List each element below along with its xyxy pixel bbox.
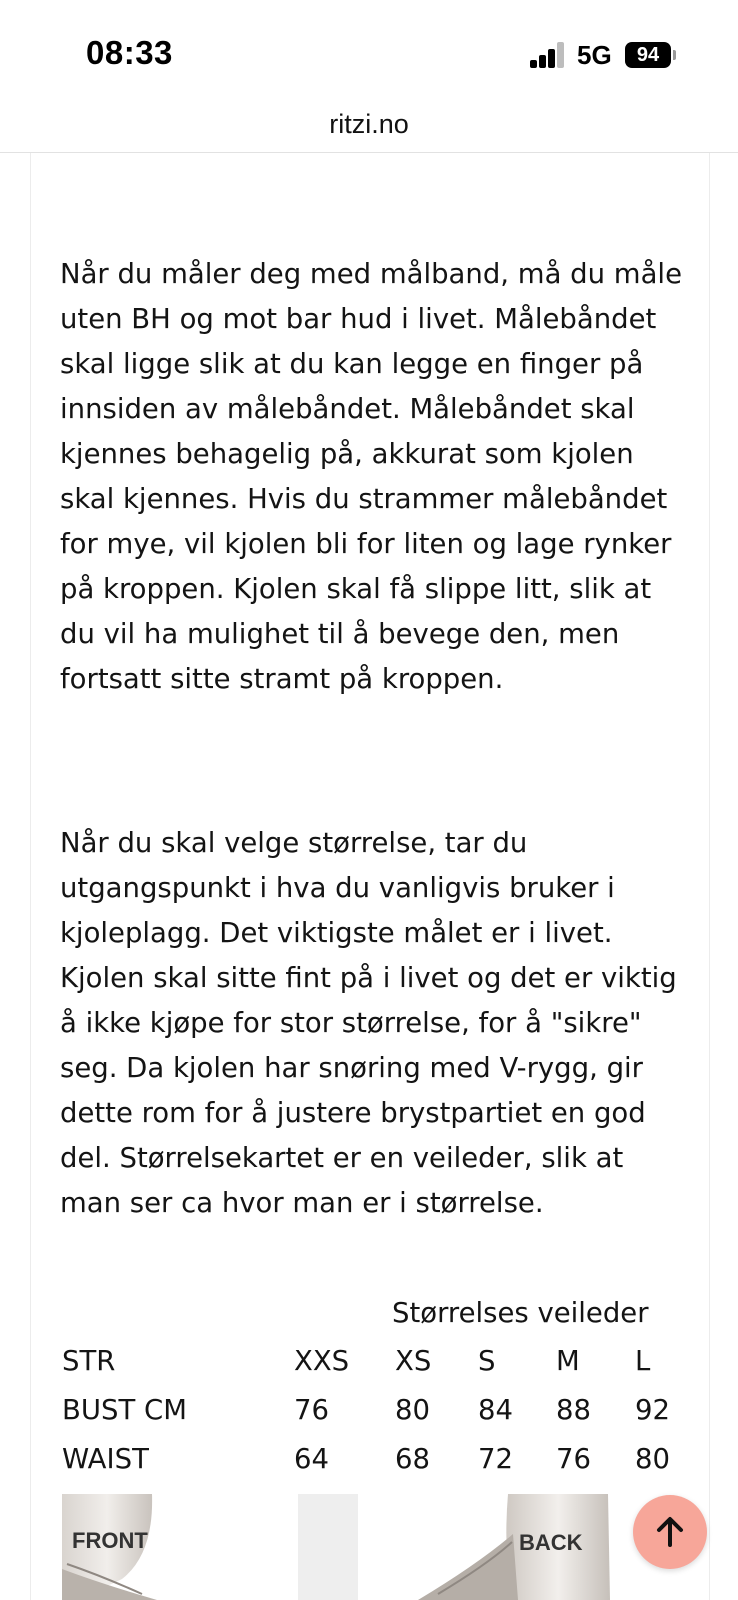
table-header-cell: STR — [62, 1345, 116, 1377]
status-bar — [0, 0, 738, 100]
battery-tip — [673, 50, 676, 60]
table-cell: 64 — [294, 1443, 329, 1475]
table-header-cell: L — [635, 1345, 651, 1377]
url-text[interactable]: ritzi.no — [329, 109, 409, 139]
table-header-cell: XS — [395, 1345, 432, 1377]
table-cell: 80 — [635, 1443, 670, 1475]
table-header-cell: XXS — [294, 1345, 350, 1377]
address-bar[interactable] — [0, 100, 738, 153]
measuring-instructions: Når du måler deg med målband, må du måle uten BH og mot bar hud i livet. Målebåndet skal ligge slik at du kan legge en finger på innsiden av målebåndet. Målebåndet skal kjennes behagelig på, akkurat som kjolen skal kjennes. Hvis du strammer målebåndet for mye, vil kjolen bli for liten og lage rynker på kroppen. Kjolen skal få slippe litt, slik at du vil ha mulighet til å bevege den, men fortsatt sitte stramt på kroppen. — [60, 258, 682, 695]
table-cell: 72 — [478, 1443, 513, 1475]
table-cell: 76 — [556, 1443, 591, 1475]
back-garment-image — [298, 1494, 622, 1600]
front-label: FRONT — [72, 1528, 148, 1553]
table-header-row — [62, 1345, 682, 1385]
table-cell: 88 — [556, 1394, 591, 1426]
back-label: BACK — [519, 1530, 583, 1555]
table-cell: 84 — [478, 1394, 513, 1426]
table-header-cell: M — [556, 1345, 580, 1377]
table-cell: 80 — [395, 1394, 430, 1426]
table-row — [62, 1443, 682, 1483]
table-cell: 76 — [294, 1394, 329, 1426]
table-caption: Størrelses veileder — [392, 1297, 649, 1329]
front-garment-image — [62, 1494, 157, 1600]
table-row — [62, 1394, 682, 1434]
table-header-cell: S — [478, 1345, 496, 1377]
table-cell: WAIST — [62, 1443, 149, 1475]
table-cell: 68 — [395, 1443, 430, 1475]
table-cell: BUST CM — [62, 1394, 187, 1426]
scroll-to-top-button[interactable] — [633, 1495, 707, 1569]
battery-icon: 94 — [625, 42, 671, 68]
signal-icon — [530, 42, 566, 68]
network-type: 5G — [577, 40, 612, 70]
arrow-up-icon — [653, 1515, 687, 1549]
status-time: 08:33 — [86, 34, 173, 71]
size-selection-advice: Når du skal velge størrelse, tar du utgangspunkt i hva du vanligvis bruker i kjoleplagg. Det viktigste målet er i livet. Kjolen skal sitte fint på i livet og det er viktig å ikke kjøpe for stor størrelse, for å "sikre" seg. Da kjolen har snøring med V-rygg, gir dette rom for å justere brystpartiet en god del. Størrelsekartet er en veileder, slik at man ser ca hvor man er i størrelse. — [60, 827, 677, 1219]
table-cell: 92 — [635, 1394, 670, 1426]
